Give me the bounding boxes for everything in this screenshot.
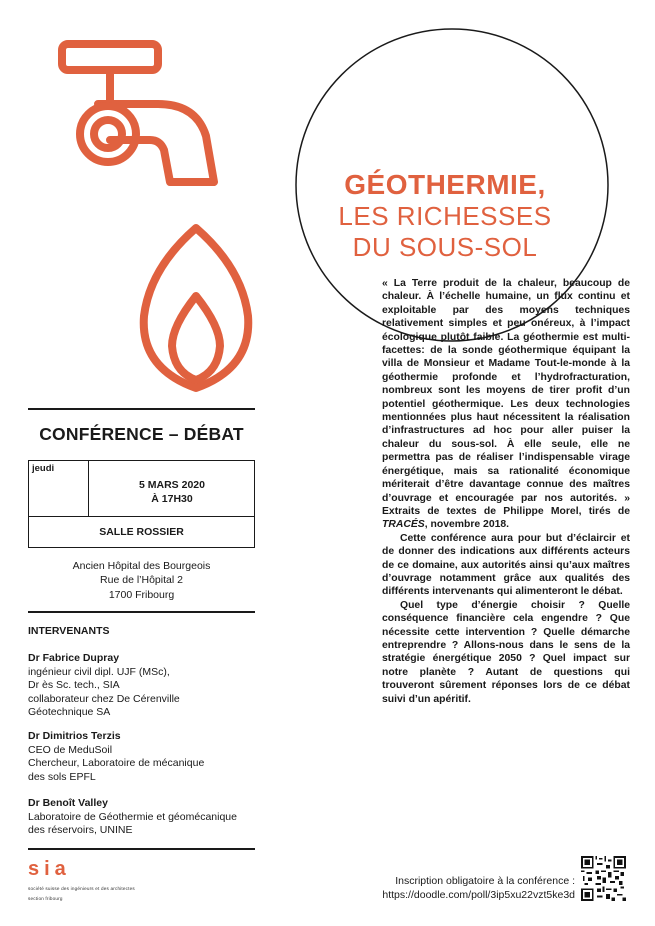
sia-section-label: section fribourg	[28, 896, 63, 901]
event-room: SALLE ROSSIER	[99, 526, 184, 538]
faucet-icon	[62, 44, 214, 182]
flame-icon	[144, 228, 249, 388]
registration-label: Inscription obligatoire à la conférence :	[395, 875, 575, 887]
registration-info	[382, 874, 575, 902]
event-time: À 17H30	[151, 492, 193, 505]
speaker-name: Dr Fabrice Dupray	[28, 652, 120, 664]
title-line-2: LES RICHESSES	[338, 201, 552, 231]
event-date: 5 MARS 2020	[139, 479, 205, 491]
quote-paragraph	[382, 277, 630, 532]
speaker-detail: Chercheur, Laboratoire de mécanique	[28, 757, 205, 770]
registration-link[interactable]: https://doodle.com/poll/3ip5xu22vzt5ke3d	[382, 889, 575, 901]
speaker-3	[28, 797, 258, 838]
speaker-name: Dr Dimitrios Terzis	[28, 730, 121, 742]
divider	[28, 408, 255, 410]
sia-logo: sia	[28, 858, 71, 880]
speaker-name: Dr Benoît Valley	[28, 797, 108, 809]
description-text	[382, 277, 630, 706]
event-title	[280, 168, 610, 263]
divider	[28, 611, 255, 613]
event-type-heading: CONFÉRENCE – DÉBAT	[39, 424, 244, 444]
speaker-detail: Laboratoire de Géothermie et géomécanique	[28, 810, 237, 823]
speaker-detail: collaborateur chez De Cérenville	[28, 692, 180, 705]
speakers-heading: INTERVENANTS	[28, 625, 110, 637]
qr-code-icon[interactable]	[581, 856, 626, 901]
address-line: Ancien Hôpital des Bourgeois	[72, 560, 211, 572]
address-line: 1700 Fribourg	[108, 588, 175, 601]
sia-logo-subtitle: société suisse des ingénieurs et des architectes	[28, 886, 135, 891]
event-day: jeudi	[32, 463, 55, 474]
speaker-1	[28, 652, 258, 720]
address-line: Rue de l’Hôpital 2	[100, 574, 183, 587]
speaker-detail: des réservoirs, UNINE	[28, 824, 133, 837]
event-address	[28, 559, 255, 602]
quote-text: « La Terre produit de la chaleur, beaucoup de chaleur. À l’échelle humaine, un flux continu et exploitable par des moyens techniques relativement simples et peu onéreux, à l’impact écologique plutôt faible. La géothermie est multi-facettes: de la sonde géothermique équipant la villa de Monsieur et Madame Tout-le-monde à la géothermie profonde et l’hydrofracturation, nombreux sont les moyens de tirer profit d’un potentiel géothermique. Les deux technologies mentionnées plus haut nécessitent la réalisation d’infrastructures ad hoc pour aller puiser la chaleur du sous-sol. À elle seule, elle ne permettra pas de réaliser l’indispensable virage énergétique, mais sa rationalité économique mériterait d’être davantage connue des maîtres d’ouvrage et encouragée par nos autorités. » Extraits de textes de Philippe Morel, tirés de	[382, 278, 630, 517]
source-publication: TRACÉS	[382, 519, 425, 531]
source-date: , novembre 2018.	[424, 519, 510, 531]
speaker-2	[28, 730, 258, 784]
title-line-3: DU SOUS-SOL	[352, 232, 538, 262]
event-datetime	[89, 479, 255, 506]
divider	[28, 848, 255, 850]
conference-purpose-paragraph: Cette conférence aura pour but d’éclaircir et de donner des indications aux différents acteurs de ce domaine, aux autorités ainsi qu’aux maîtres d’ouvrage notamment grâce aux qualités des différents intervenants qui alimenteront le débat.	[382, 532, 630, 598]
speaker-detail: CEO de MeduSoil	[28, 743, 113, 756]
questions-paragraph: Quel type d’énergie choisir ? Quelle conséquence financière cela engendre ? Que nécessite cette intervention ? Quelle démarche entreprendre ? Allons-nous dans le sens de la stratégie énergétique 2050 ? Quel impact sur notre planète ? Autant de questions qui trouveront sûrement réponses lors de ce débat suivi d’un apéritif.	[382, 599, 630, 705]
speaker-detail: Géotechnique SA	[28, 706, 111, 719]
speaker-detail: Dr ès Sc. tech., SIA	[28, 679, 120, 692]
title-line-1: GÉOTHERMIE,	[344, 169, 546, 200]
speaker-detail: des sols EPFL	[28, 770, 96, 783]
speaker-detail: ingénieur civil dipl. UJF (MSc),	[28, 665, 170, 678]
